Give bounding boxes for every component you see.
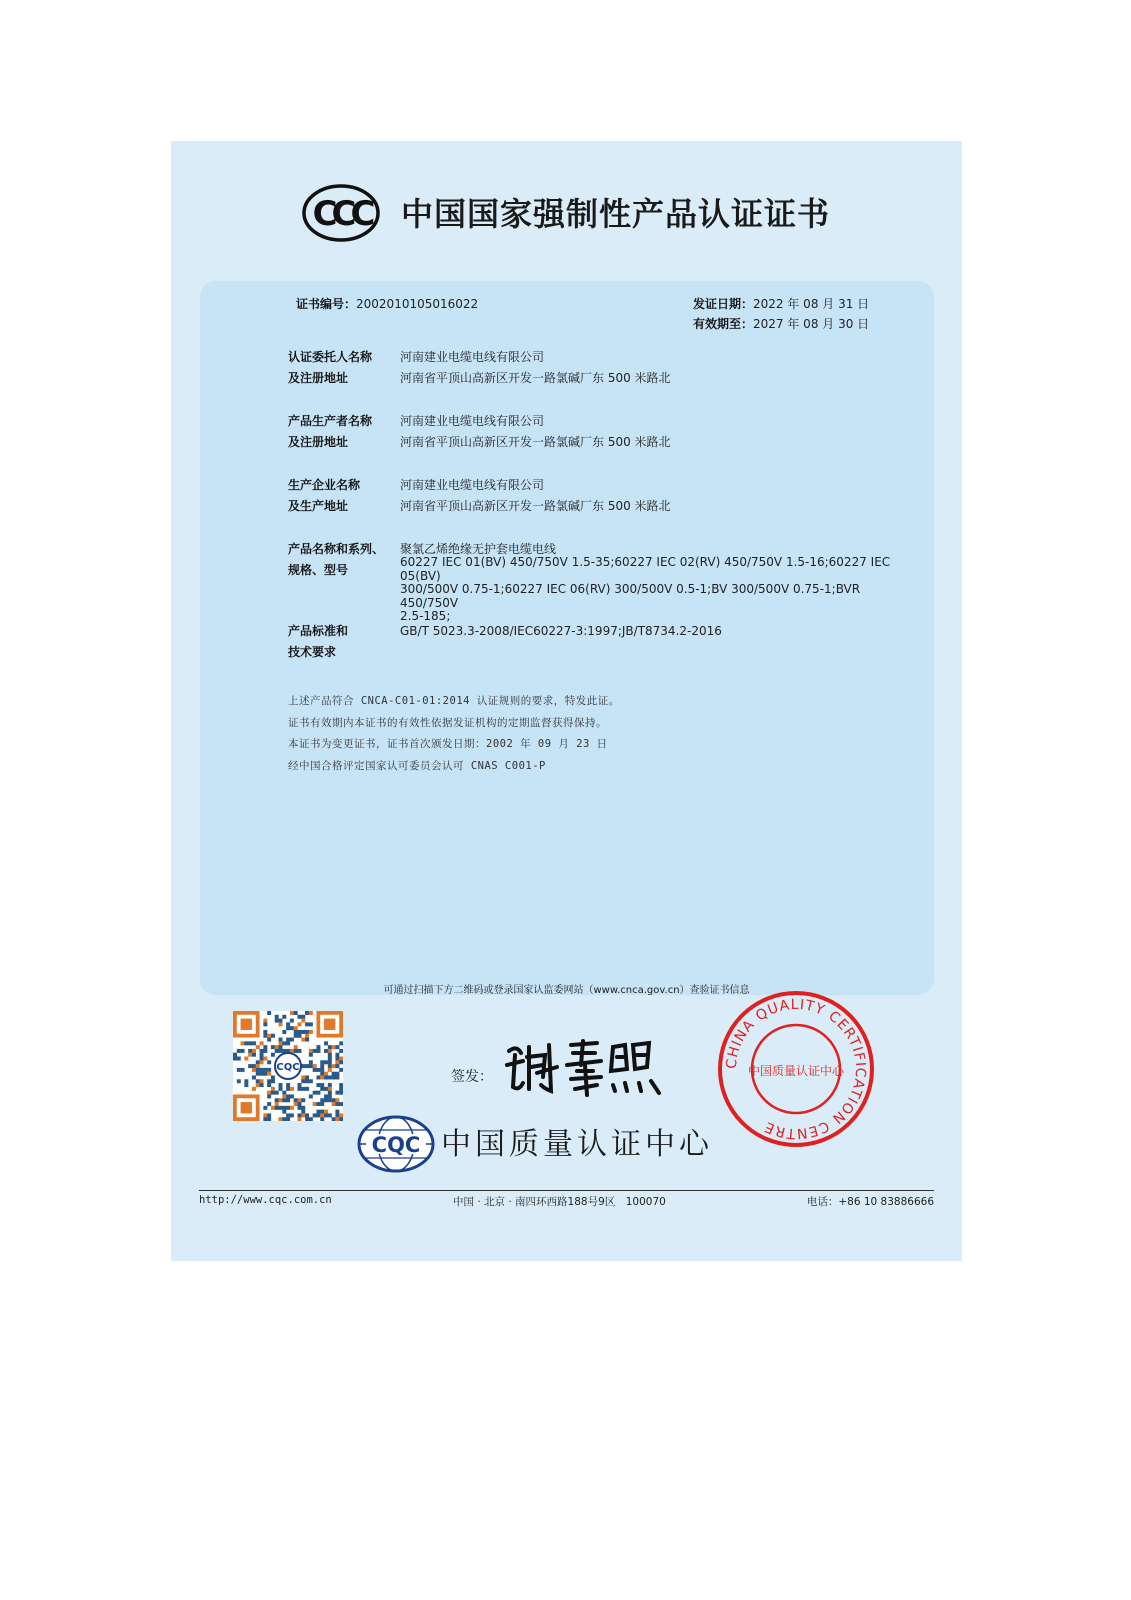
valid-date [693,313,869,332]
svg-text:CQC: CQC [276,1062,300,1073]
cert-number-value: 2002010105016022 [356,297,479,311]
product-label: 产品名称和系列、 规格、型号 [288,542,385,577]
product-models: 60227 IEC 01(BV) 450/750V 1.5-35;60227 IEC 02(RV) 450/750V 1.5-16;60227 IEC 05(BV) 300/500V 0.75-1;60227 IEC 06(RV) 300/500V 0.5-1;BV 300/500V 0.75-1;BVR 450/750V 2.5-185; [400,555,891,623]
certificate-notes [288,691,620,777]
certificate-page [171,141,962,1261]
svg-text:CHINA QUALITY CERTIFICATION CE: CHINA QUALITY CERTIFICATION CENTRE [723,996,869,1142]
svg-text:中国质量认证中心: 中国质量认证中心 [747,1064,845,1078]
cqc-logo-icon [356,1114,436,1174]
footer-website[interactable]: http://www.cqc.com.cn [199,1194,332,1206]
standards-label: 产品标准和 技术要求 [288,624,349,659]
note-line: 证书有效期内本证书的有效性依据发证机构的定期监督获得保持。 [288,716,607,729]
cert-number [296,293,478,312]
svg-text:CQC: CQC [371,1133,421,1157]
note-line: 经中国合格评定国家认可委员会认可 CNAS C001-P [288,759,546,772]
note-line: 上述产品符合 CNCA-C01-01:2014 认证规则的要求，特发此证。 [288,695,620,707]
cert-number-label: 证书编号： [296,297,357,311]
applicant-label: 认证委托人名称 及注册地址 [288,350,373,385]
standards-value: GB/T 5023.3-2008/IEC60227-3:1997;JB/T8734.2-2016 [400,624,722,638]
manufacturer-label: 产品生产者名称 及注册地址 [288,414,373,449]
note-line: 本证书为变更证书，证书首次颁发日期：2002 年 09 月 23 日 [288,738,608,750]
certificate-header [301,183,841,251]
issue-date [693,293,869,312]
footer-phone: 电话：+86 10 83886666 [806,1196,934,1208]
certificate-title: 中国国家强制性产品认证证书 [401,195,831,233]
issuer-name: 中国质量认证中心 [441,1127,713,1162]
valid-date-value: 2027 年 08 月 30 日 [753,317,870,331]
ccc-logo-icon [301,183,381,243]
issue-date-label: 发证日期： [693,297,754,311]
product-name: 聚氯乙烯绝缘无护套电缆电线 [400,542,557,556]
footer-address: 中国 · 北京 · 南四环西路188号9区 100070 [453,1196,666,1208]
certification-seal-icon [716,989,876,1149]
valid-date-label: 有效期至： [693,317,754,331]
certificate-body [200,281,934,995]
manufacturer-value: 河南建业电缆电线有限公司 河南省平顶山高新区开发一路氯碱厂东 500 米路北 [400,414,671,449]
applicant-value: 河南建业电缆电线有限公司 河南省平顶山高新区开发一路氯碱厂东 500 米路北 [400,350,671,385]
footer-divider [199,1190,934,1191]
signature-icon [501,1031,671,1101]
qr-code-icon[interactable] [233,1011,343,1121]
factory-value: 河南建业电缆电线有限公司 河南省平顶山高新区开发一路氯碱厂东 500 米路北 [400,478,671,513]
svg-text:CCC: CCC [312,194,370,234]
verify-instructions: 可通过扫描下方二维码或登录国家认监委网站（www.cnca.gov.cn）查验证书信息 [383,985,750,996]
signer-label: 签发： [451,1069,493,1085]
issue-date-value: 2022 年 08 月 31 日 [753,297,870,311]
factory-label: 生产企业名称 及生产地址 [288,478,361,513]
